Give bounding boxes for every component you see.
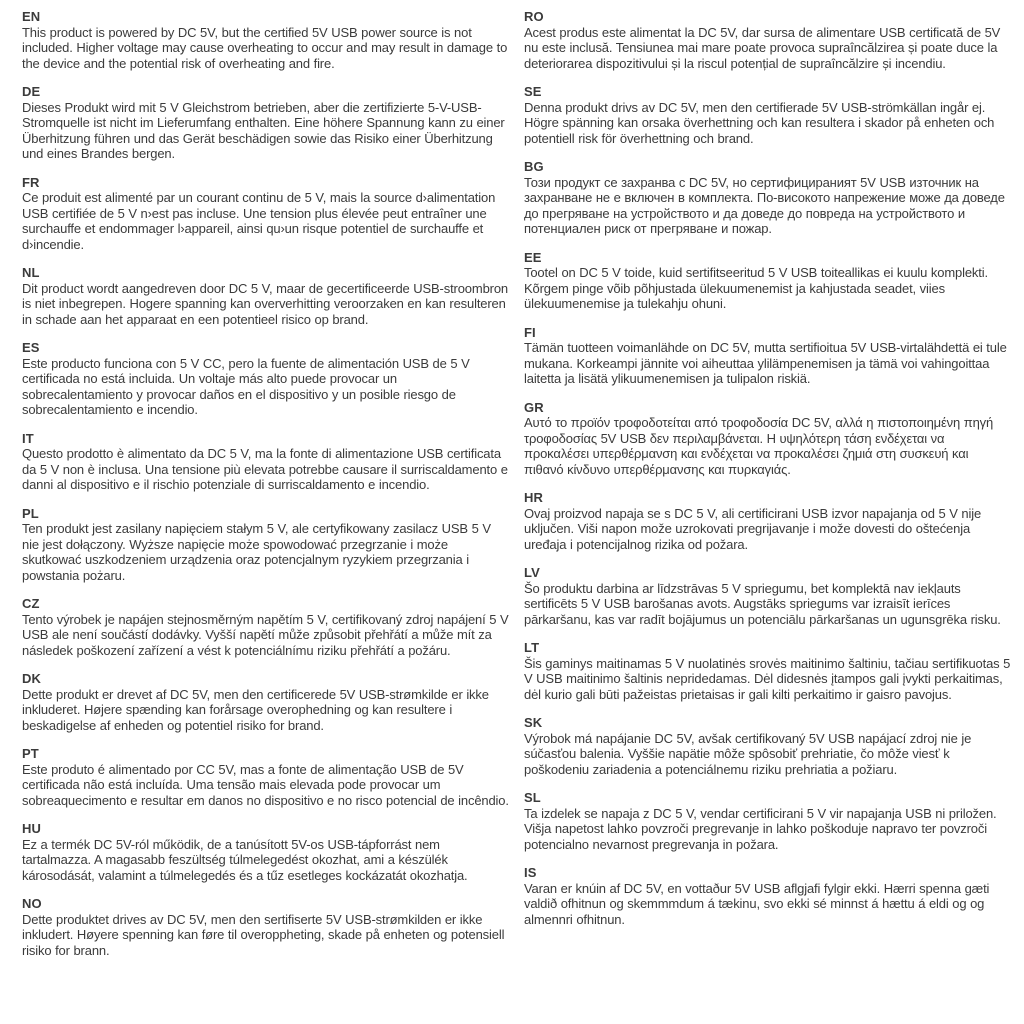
warning-paragraph: Dette produkt er drevet af DC 5V, men den certificerede 5V USB-strømkilde er ikke inkluderet. Højere spænding kan forårsage overophedning og kan resultere i beskadigelse af enheden og potentiel risiko for brand.: [22, 686, 489, 733]
language-section-bg: [524, 159, 1011, 237]
language-section-fr: [22, 175, 509, 253]
language-code-heading: IS: [524, 865, 537, 880]
warning-paragraph: This product is powered by DC 5V, but the certified 5V USB power source is not included. Higher voltage may cause overheating to occur and may result in damage to the device and the potential risk of overheating and fire.: [22, 24, 508, 71]
warning-paragraph: Ce produit est alimenté par un courant continu de 5 V, mais la source d›alimentation USB certifiée de 5 V n›est pas incluse. Une tension plus élevée peut entraîner une surchauffe et endommager l›appareil, ainsi qu›un risque potentiel de surchauffe et d›incendie.: [22, 190, 496, 252]
language-code-heading: RO: [524, 9, 544, 24]
language-section-de: [22, 84, 509, 162]
language-code-heading: EE: [524, 249, 542, 265]
language-code-heading: PL: [22, 505, 39, 521]
language-code-heading: CZ: [22, 596, 40, 611]
warning-paragraph: Denna produkt drivs av DC 5V, men den certifierade 5V USB-strömkällan ingår ej. Högre spänning kan orsaka överhettning och kan resultera i skador på enheten och potentiell risk för överhettning och brand.: [524, 99, 995, 146]
language-section-dk: [22, 671, 509, 733]
language-section-sl: [524, 790, 1011, 852]
language-section-pt: [22, 746, 509, 808]
language-section-is: [524, 865, 1011, 927]
language-section-pl: [22, 506, 509, 584]
warning-paragraph: Dit product wordt aangedreven door DC 5 V, maar de gecertificeerde USB-stroombron is niet inbegrepen. Hogere spanning kan oververhitting veroorzaken en kan resulteren in schade aan het apparaat en een potentieel risico op brand.: [22, 280, 508, 327]
left-column: [22, 9, 509, 971]
language-section-ee: [524, 250, 1011, 312]
language-code-heading: FR: [22, 174, 40, 190]
warning-paragraph: Dieses Produkt wird mit 5 V Gleichstrom betrieben, aber die zertifizierte 5-V-USB-Stromquelle ist nicht im Lieferumfang enthalten. Eine höhere Spannung kann zu einer Überhitzung führen und das Gerät beschädigen sowie das Risiko einer Überhitzung und eines Brandes bergen.: [22, 99, 505, 161]
language-code-heading: NO: [22, 896, 42, 911]
warning-paragraph: Šo produktu darbina ar līdzstrāvas 5 V spriegumu, bet komplektā nav iekļauts sertificēts 5 V USB barošanas avots. Augstāks spriegums var izraisīt ierīces pārkaršanu, kas var radīt bojājumus un potenciālu pārkaršanas un ugunsgrēka risku.: [524, 580, 1001, 627]
warning-paragraph: Questo prodotto è alimentato da DC 5 V, ma la fonte di alimentazione USB certificata da 5 V non è inclusa. Una tensione più elevata potrebbe causare il surriscaldamento e danni al dispositivo e il rischio potenziale di surriscaldamento e incendio.: [22, 446, 508, 492]
language-code-heading: PT: [22, 746, 39, 761]
language-section-lv: [524, 565, 1011, 627]
warning-paragraph: Šis gaminys maitinamas 5 V nuolatinės srovės maitinimo šaltiniu, tačiau sertifikuotas 5 V USB maitinimo šaltinis nepridedamas. Dėl didesnės įtampos gali įvykti perkaitimas, dėl kurio gali būti pažeistas prietaisas ir gali kilti perkaitimo ir gaisro pavojus.: [524, 655, 1011, 702]
warning-paragraph: Este produto é alimentado por CC 5V, mas a fonte de alimentação USB de 5V certificada não está incluída. Uma tensão mais elevada pode provocar um sobreaquecimento e resultar em danos no dispositivo e no risco potencial de incêndio.: [22, 761, 509, 808]
language-code-heading: DE: [22, 84, 41, 99]
language-section-fi: [524, 325, 1011, 387]
warning-paragraph: Ez a termék DC 5V-ról működik, de a tanúsított 5V-os USB-tápforrást nem tartalmazza. A magasabb feszültség túlmelegedést okozhat, ami a készülék károsodását, valamint a túlmelegedés és a tűz esetleges kockázatát okozhatja.: [22, 836, 468, 883]
language-code-heading: HU: [22, 821, 41, 836]
language-section-hr: [524, 490, 1011, 552]
language-code-heading: GR: [524, 399, 544, 415]
warning-paragraph: Tento výrobek je napájen stejnosměrným napětím 5 V, certifikovaný zdroj napájení 5 V USB ale není součástí dodávky. Vyšší napětí může způsobit přehřátí a může mít za následek poškození zařízení a vést k potenciálnímu riziku přehřátí a požáru.: [22, 611, 509, 658]
warning-paragraph: Varan er knúin af DC 5V, en vottaður 5V USB aflgjafi fylgir ekki. Hærri spenna gæti valdið ofhitnun og skemmmdum á tækinu, svo ekki sé minnst á hættu á eldi og og almennri ofhitnun.: [524, 880, 990, 927]
language-section-it: [22, 431, 509, 493]
language-code-heading: EN: [22, 9, 41, 24]
language-section-se: [524, 84, 1011, 146]
warning-paragraph: Acest produs este alimentat la DC 5V, dar sursa de alimentare USB certificată de 5V nu este inclusă. Tensiunea mai mare poate provoca supraîncălzirea și poate duce la deteriorarea dispozitivului și la riscul potențial de supraîncălzire și incendiu.: [524, 24, 1001, 71]
language-code-heading: SL: [524, 790, 541, 805]
language-section-hu: [22, 821, 509, 883]
language-section-cz: [22, 596, 509, 658]
language-code-heading: LT: [524, 640, 540, 655]
warning-paragraph: Tootel on DC 5 V toide, kuid sertifitseeritud 5 V USB toiteallikas ei kuulu komplekti. Kõrgem pinge võib põhjustada ülekuumenemist ja kahjustada seadet, viies ülekuumenemise ja tulekahju ohuni.: [524, 265, 988, 311]
warning-paragraph: Ten produkt jest zasilany napięciem stałym 5 V, ale certyfikowany zasilacz USB 5 V nie jest dołączony. Wyższe napięcie może spowodować przegrzanie i może skutkować uszkodzeniem urządzenia oraz potencjalnym ryzykiem przegrzania i powstania pożaru.: [22, 521, 491, 583]
warning-paragraph: Αυτό το προϊόν τροφοδοτείται από τροφοδοσία DC 5V, αλλά η πιστοποιημένη πηγή τροφοδοσίας 5V USB δεν περιλαμβάνεται. Η υψηλότερη τάση ενδέχεται να προκαλέσει υπερθέρμανση και ενδέχεται να προκαλέσει ζημιά στη συσκευή και πιθανό κίνδυνο υπερθέρμανσης και πυρκαγιάς.: [524, 415, 994, 477]
warning-paragraph: Този продукт се захранва с DC 5V, но сертифицираният 5V USB източник на захранване не е включен в комплекта. По-високото напрежение може да доведе до прегряване на устройството и да доведе до повреда на устройството и потенциален риск от прегряване и пожар.: [524, 174, 1005, 236]
language-section-nl: [22, 265, 509, 327]
language-section-es: [22, 340, 509, 418]
language-section-sk: [524, 715, 1011, 777]
language-code-heading: ES: [22, 340, 40, 355]
language-section-lt: [524, 640, 1011, 702]
language-section-no: [22, 896, 509, 958]
warning-paragraph: Ta izdelek se napaja z DC 5 V, vendar certificirani 5 V vir napajanja USB ni priložen. Višja napetost lahko povzroči pregrevanje in lahko poškoduje napravo ter povzroči potencialno nevarnost pregrevanja in požara.: [524, 805, 997, 852]
warning-paragraph: Výrobok má napájanie DC 5V, avšak certifikovaný 5V USB napájací zdroj nie je súčasťou balenia. Vyššie napätie môže spôsobiť prehriatie, čo môže viesť k poškodeniu zariadenia a potenciálnemu riziku prehriatia a požiaru.: [524, 730, 972, 777]
language-code-heading: FI: [524, 324, 536, 340]
language-code-heading: HR: [524, 490, 543, 505]
language-code-heading: SK: [524, 715, 543, 730]
language-code-heading: SE: [524, 84, 542, 99]
warning-paragraph: Tämän tuotteen voimanlähde on DC 5V, mutta sertifioitua 5V USB-virtalähdettä ei tule mukana. Korkeampi jännite voi aiheuttaa ylilämpenemisen ja tämä voi vahingoittaa laitetta ja lisätä ylikuumenemisen ja tulipalon riskiä.: [524, 340, 1007, 386]
language-section-gr: [524, 400, 1011, 478]
language-code-heading: NL: [22, 265, 40, 280]
language-code-heading: DK: [22, 671, 41, 686]
language-section-en: [22, 9, 509, 71]
language-section-ro: [524, 9, 1011, 71]
right-column: [524, 9, 1011, 971]
language-code-heading: BG: [524, 159, 544, 174]
warning-paragraph: Este producto funciona con 5 V CC, pero la fuente de alimentación USB de 5 V certificada no está incluida. Un voltaje más alto puede provocar un sobrecalentamiento y provocar daños en el dispositivo y un posible riesgo de sobrecalentamiento e incendio.: [22, 355, 470, 417]
language-code-heading: LV: [524, 565, 540, 580]
warning-paragraph: Ovaj proizvod napaja se s DC 5 V, ali certificirani USB izvor napajanja od 5 V nije uključen. Viši napon može uzrokovati pregrijavanje i može dovesti do oštećenja uređaja i potencijalnog rizika od požara.: [524, 505, 982, 552]
language-code-heading: IT: [22, 430, 34, 446]
warning-paragraph: Dette produktet drives av DC 5V, men den sertifiserte 5V USB-strømkilden er ikke inkludert. Høyere spenning kan føre til overoppheting, skade på enheten og potensiell risiko for brann.: [22, 911, 505, 958]
